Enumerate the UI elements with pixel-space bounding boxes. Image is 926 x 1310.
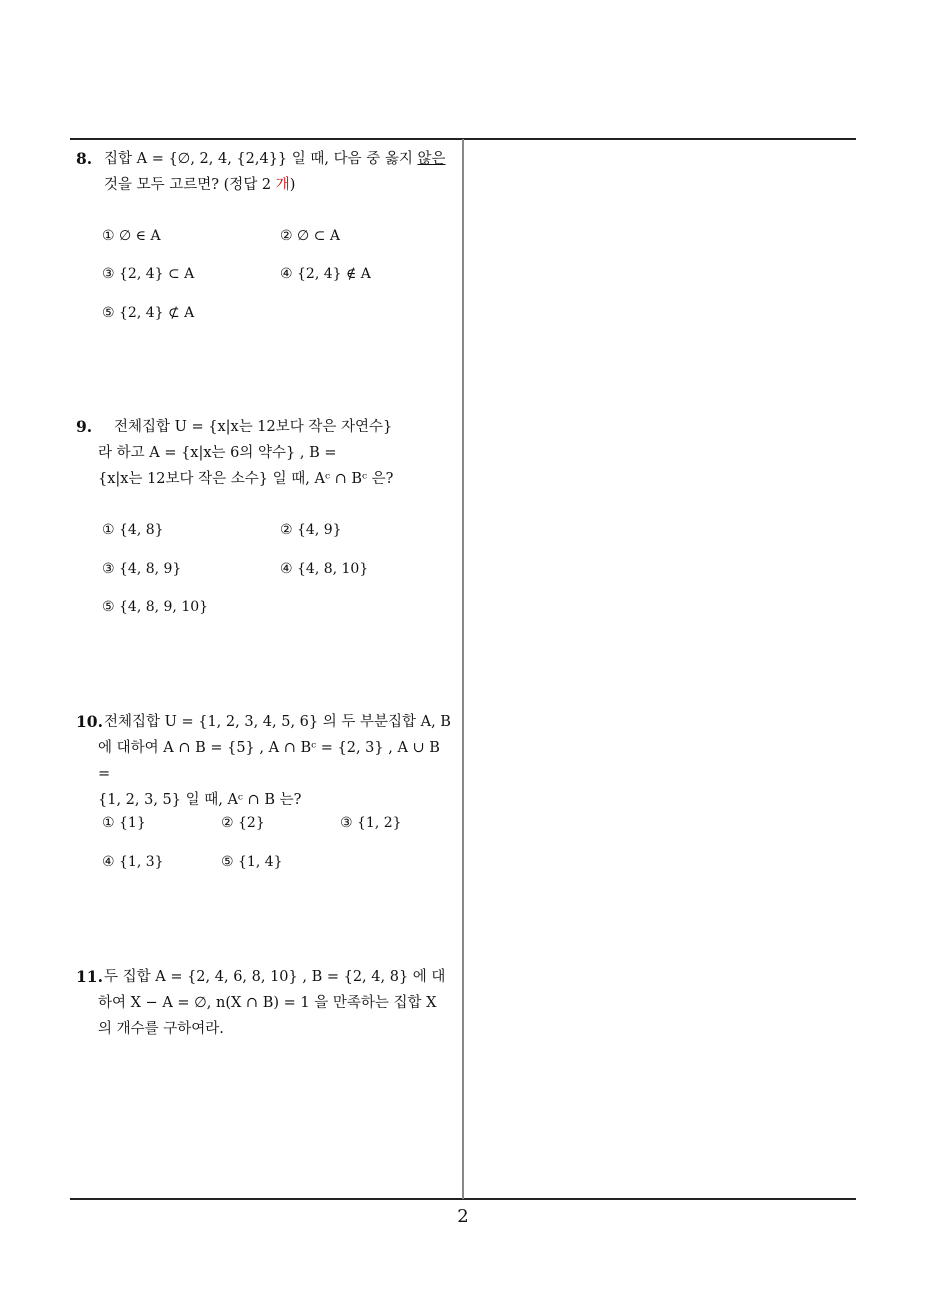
- question-text: 두 집합 A = {2, 4, 6, 8, 10} , B = {2, 4, 8} 에 대 하여 X − A = ∅, n(X ∩ B) = 1 을 만족하는 집합 X 의 개수를 구하여라.: [98, 969, 446, 1037]
- question-9: [76, 414, 456, 492]
- question-text: 집합 A = {∅, 2, 4, {2,4}} 일 때, 다음 중 옳지 않은 것을 모두 고르면? (정답 2 개): [104, 151, 446, 193]
- question-number: 9.: [76, 417, 93, 436]
- question-number: 10.: [76, 712, 103, 731]
- option-3[interactable]: ③ {4, 8, 9}: [102, 561, 182, 577]
- underlined-word: 않은: [417, 151, 446, 167]
- option-4[interactable]: ④ {2, 4} ∉ A: [280, 266, 371, 282]
- question-8: [76, 146, 456, 198]
- option-2[interactable]: ② {4, 9}: [280, 522, 342, 538]
- option-2[interactable]: ② {2}: [221, 815, 265, 831]
- option-3[interactable]: ③ {2, 4} ⊂ A: [102, 266, 195, 282]
- column-divider: [462, 139, 464, 1199]
- option-3[interactable]: ③ {1, 2}: [340, 815, 402, 831]
- option-1[interactable]: ① {4, 8}: [102, 522, 164, 538]
- question-number: 8.: [76, 149, 93, 168]
- question-text: 전체집합 U = {1, 2, 3, 4, 5, 6} 의 두 부분집합 A, B 에 대하여 A ∩ B = {5} , A ∩ Bᶜ = {2, 3} , A ∪ B = {1, 2, 3, 5} 일 때, Aᶜ ∩ B 는?: [98, 714, 451, 808]
- option-5[interactable]: ⑤ {2, 4} ⊄ A: [102, 305, 195, 321]
- question-11: [76, 964, 456, 1042]
- option-5[interactable]: ⑤ {1, 4}: [221, 854, 283, 870]
- option-4[interactable]: ④ {1, 3}: [102, 854, 164, 870]
- question-10: [76, 709, 456, 813]
- option-1[interactable]: ① ∅ ∈ A: [102, 228, 161, 244]
- option-4[interactable]: ④ {4, 8, 10}: [280, 561, 369, 577]
- option-2[interactable]: ② ∅ ⊂ A: [280, 228, 340, 244]
- option-1[interactable]: ① {1}: [102, 815, 146, 831]
- question-text: 전체집합 U = {x|x는 12보다 작은 자연수} 라 하고 A = {x|x는 6의 약수} , B = {x|x는 12보다 작은 소수} 일 때, Aᶜ ∩ Bᶜ 은?: [98, 419, 394, 487]
- highlighted-word: 개: [275, 177, 290, 193]
- page-number: 2: [457, 1206, 469, 1227]
- question-number: 11.: [76, 967, 103, 986]
- option-5[interactable]: ⑤ {4, 8, 9, 10}: [102, 599, 209, 615]
